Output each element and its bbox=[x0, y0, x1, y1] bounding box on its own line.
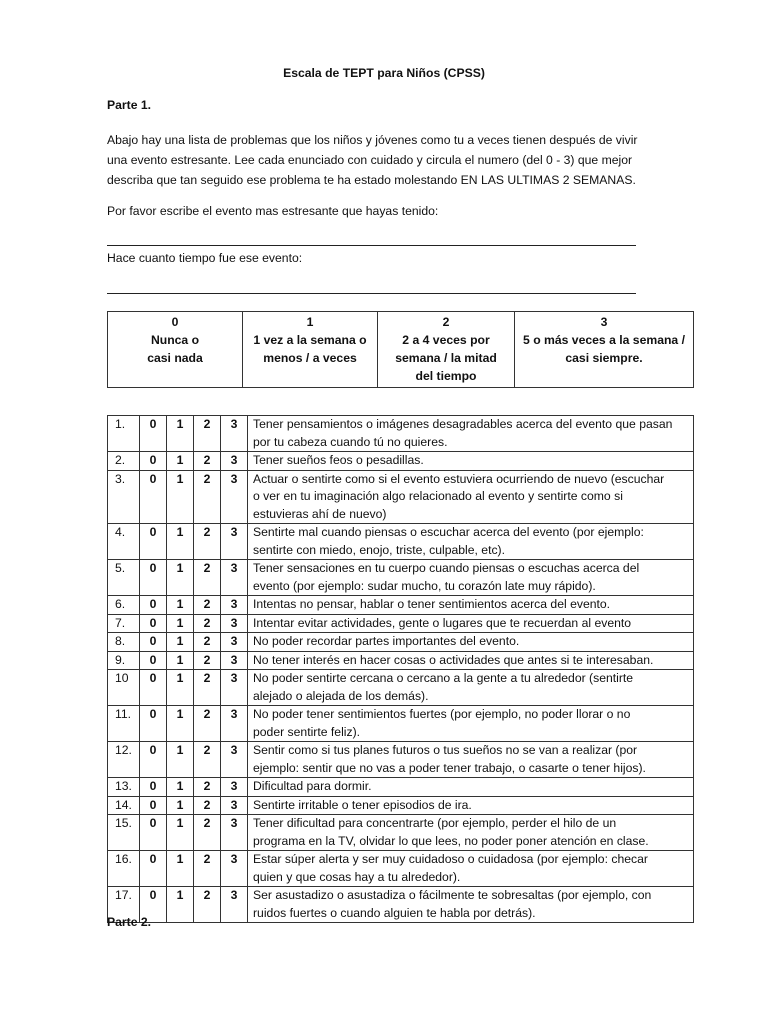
response-option-2[interactable]: 2 bbox=[194, 851, 221, 887]
response-option-3[interactable]: 3 bbox=[221, 796, 248, 815]
response-option-2[interactable]: 2 bbox=[194, 651, 221, 670]
response-option-2[interactable]: 2 bbox=[194, 815, 221, 851]
symptom-row bbox=[108, 796, 694, 815]
item-text-line: Sentirte mal cuando piensas o escuchar acerca del evento (por ejemplo: bbox=[253, 525, 644, 539]
response-option-0[interactable]: 0 bbox=[140, 560, 167, 596]
symptom-row bbox=[108, 633, 694, 652]
item-number: 13. bbox=[108, 778, 140, 797]
response-option-1[interactable]: 1 bbox=[167, 416, 194, 452]
symptom-row bbox=[108, 887, 694, 923]
response-option-0[interactable]: 0 bbox=[140, 887, 167, 923]
item-text-line: por tu cabeza cuando tú no quieres. bbox=[253, 434, 448, 449]
response-option-3[interactable]: 3 bbox=[221, 706, 248, 742]
item-text bbox=[248, 670, 694, 706]
item-text-line: poder sentirte feliz). bbox=[253, 724, 361, 739]
response-option-2[interactable]: 2 bbox=[194, 614, 221, 633]
intro-line: Abajo hay una lista de problemas que los niños y jóvenes como tu a veces tienen después de vivir bbox=[107, 133, 638, 147]
response-option-3[interactable]: 3 bbox=[221, 524, 248, 560]
response-option-2[interactable]: 2 bbox=[194, 470, 221, 524]
response-option-2[interactable]: 2 bbox=[194, 778, 221, 797]
item-text bbox=[248, 560, 694, 596]
scale-description-line: casi siempre. bbox=[565, 351, 643, 365]
response-option-1[interactable]: 1 bbox=[167, 706, 194, 742]
response-option-3[interactable]: 3 bbox=[221, 742, 248, 778]
part1-heading: Parte 1. bbox=[107, 98, 152, 112]
response-option-0[interactable]: 0 bbox=[140, 416, 167, 452]
response-option-1[interactable]: 1 bbox=[167, 851, 194, 887]
symptom-row bbox=[108, 614, 694, 633]
item-text-line: estuvieras ahí de nuevo) bbox=[253, 506, 387, 521]
response-option-1[interactable]: 1 bbox=[167, 614, 194, 633]
item-text bbox=[248, 633, 694, 652]
item-text-line: o ver en tu imaginación algo relacionado al evento y sentirte como si bbox=[253, 489, 623, 503]
response-option-3[interactable]: 3 bbox=[221, 670, 248, 706]
symptom-row bbox=[108, 416, 694, 452]
symptom-row bbox=[108, 742, 694, 778]
scale-description-line: Nunca o bbox=[150, 333, 200, 347]
item-number: 9. bbox=[108, 651, 140, 670]
response-option-3[interactable]: 3 bbox=[221, 887, 248, 923]
symptom-row bbox=[108, 560, 694, 596]
response-option-3[interactable]: 3 bbox=[221, 416, 248, 452]
intro-line: describa que tan seguido ese problema te ha estado molestando EN LAS ULTIMAS 2 SEMANAS. bbox=[107, 173, 636, 187]
item-number: 5. bbox=[108, 560, 140, 596]
symptom-row bbox=[108, 452, 694, 471]
item-text-line: Tener sueños feos o pesadillas. bbox=[253, 453, 424, 467]
scale-description-line: semana / la mitad bbox=[395, 351, 497, 365]
response-option-1[interactable]: 1 bbox=[167, 670, 194, 706]
item-text-line: Ser asustadizo o asustadiza o fácilmente te sobresaltas (por ejemplo, con bbox=[253, 888, 652, 902]
response-option-1[interactable]: 1 bbox=[167, 560, 194, 596]
item-text-line: No tener interés en hacer cosas o actividades que antes si te interesaban. bbox=[253, 652, 654, 667]
scale-description-line: menos / a veces bbox=[263, 351, 357, 365]
response-option-2[interactable]: 2 bbox=[194, 670, 221, 706]
item-text bbox=[248, 596, 694, 615]
item-text bbox=[248, 416, 694, 452]
response-option-2[interactable]: 2 bbox=[194, 560, 221, 596]
response-option-0[interactable]: 0 bbox=[140, 651, 167, 670]
item-text bbox=[248, 651, 694, 670]
response-option-1[interactable]: 1 bbox=[167, 596, 194, 615]
response-option-0[interactable]: 0 bbox=[140, 851, 167, 887]
response-option-0[interactable]: 0 bbox=[140, 452, 167, 471]
item-number: 15. bbox=[108, 815, 140, 851]
item-text-line: programa en la TV, olvidar lo que lees, no poder poner atención en clase. bbox=[253, 833, 649, 848]
item-text bbox=[248, 815, 694, 851]
symptoms-table-body bbox=[108, 416, 694, 923]
scale-description-line: 5 o más veces a la semana / bbox=[523, 333, 685, 347]
response-option-1[interactable]: 1 bbox=[167, 887, 194, 923]
item-number: 2. bbox=[108, 452, 140, 471]
response-option-3[interactable]: 3 bbox=[221, 452, 248, 471]
response-option-2[interactable]: 2 bbox=[194, 633, 221, 652]
event-prompt: Por favor escribe el evento mas estresante que hayas tenido: bbox=[107, 204, 439, 218]
scale-description-line: casi nada bbox=[147, 351, 203, 365]
response-option-1[interactable]: 1 bbox=[167, 524, 194, 560]
symptom-row bbox=[108, 470, 694, 524]
item-number: 7. bbox=[108, 614, 140, 633]
intro-paragraph bbox=[107, 130, 677, 190]
item-number: 14. bbox=[108, 796, 140, 815]
item-number: 11. bbox=[108, 706, 140, 742]
symptom-row bbox=[108, 596, 694, 615]
item-text-line: Actuar o sentirte como si el evento estuviera ocurriendo de nuevo (escuchar bbox=[253, 471, 665, 486]
intro-line: una evento estresante. Lee cada enunciado con cuidado y circula el numero (del 0 - 3) que mejor bbox=[107, 153, 633, 167]
item-text-line: Sentir como si tus planes futuros o tus sueños no se van a realizar (por bbox=[253, 743, 638, 757]
item-text-line: sentirte con miedo, enojo, triste, culpable, etc). bbox=[253, 542, 506, 557]
symptom-row bbox=[108, 706, 694, 742]
item-text bbox=[248, 742, 694, 778]
item-text-line: evento (por ejemplo: sudar mucho, tu corazón late muy rápido). bbox=[253, 578, 596, 593]
response-option-0[interactable]: 0 bbox=[140, 614, 167, 633]
symptom-row bbox=[108, 815, 694, 851]
symptom-row bbox=[108, 670, 694, 706]
symptoms-table bbox=[107, 415, 694, 923]
response-option-0[interactable]: 0 bbox=[140, 670, 167, 706]
scale-row bbox=[108, 312, 694, 388]
item-number: 8. bbox=[108, 633, 140, 652]
item-text-line: Dificultad para dormir. bbox=[253, 779, 372, 793]
response-option-0[interactable]: 0 bbox=[140, 633, 167, 652]
scale-value: 2 bbox=[442, 315, 450, 329]
symptom-row bbox=[108, 851, 694, 887]
page-title: Escala de TEPT para Niños (CPSS) bbox=[283, 66, 485, 80]
response-option-1[interactable]: 1 bbox=[167, 452, 194, 471]
scale-cell-0 bbox=[108, 312, 243, 388]
frequency-scale-table bbox=[107, 311, 694, 388]
response-option-1[interactable]: 1 bbox=[167, 470, 194, 524]
time-answer-line[interactable] bbox=[107, 293, 636, 294]
response-option-0[interactable]: 0 bbox=[140, 742, 167, 778]
item-text-line: Intentas no pensar, hablar o tener sentimientos acerca del evento. bbox=[253, 597, 611, 611]
item-number: 10 bbox=[108, 670, 140, 706]
response-option-2[interactable]: 2 bbox=[194, 452, 221, 471]
response-option-2[interactable]: 2 bbox=[194, 524, 221, 560]
response-option-1[interactable]: 1 bbox=[167, 742, 194, 778]
response-option-3[interactable]: 3 bbox=[221, 778, 248, 797]
item-text bbox=[248, 452, 694, 471]
response-option-0[interactable]: 0 bbox=[140, 815, 167, 851]
scale-cell-3 bbox=[515, 312, 694, 388]
response-option-3[interactable]: 3 bbox=[221, 651, 248, 670]
response-option-3[interactable]: 3 bbox=[221, 815, 248, 851]
response-option-2[interactable]: 2 bbox=[194, 416, 221, 452]
scale-value: 0 bbox=[171, 315, 179, 329]
response-option-0[interactable]: 0 bbox=[140, 796, 167, 815]
scale-cell-1 bbox=[243, 312, 378, 388]
item-number: 6. bbox=[108, 596, 140, 615]
item-text bbox=[248, 851, 694, 887]
item-text-line: No poder tener sentimientos fuertes (por ejemplo, no poder llorar o no bbox=[253, 707, 631, 721]
item-number: 1. bbox=[108, 416, 140, 452]
part2-heading: Parte 2. bbox=[107, 915, 152, 929]
item-text bbox=[248, 887, 694, 923]
response-option-3[interactable]: 3 bbox=[221, 560, 248, 596]
item-text-line: Estar súper alerta y ser muy cuidadoso o cuidadosa (por ejemplo: checar bbox=[253, 852, 648, 866]
item-number: 12. bbox=[108, 742, 140, 778]
item-text-line: Tener dificultad para concentrarte (por ejemplo, perder el hilo de un bbox=[253, 816, 617, 830]
response-option-0[interactable]: 0 bbox=[140, 524, 167, 560]
scale-value: 1 bbox=[306, 315, 314, 329]
item-number: 17. bbox=[108, 887, 140, 923]
item-text bbox=[248, 524, 694, 560]
response-option-1[interactable]: 1 bbox=[167, 651, 194, 670]
response-option-2[interactable]: 2 bbox=[194, 742, 221, 778]
scale-cell-2 bbox=[378, 312, 515, 388]
event-answer-line[interactable] bbox=[107, 245, 636, 246]
response-option-2[interactable]: 2 bbox=[194, 706, 221, 742]
item-text-line: ruidos fuertes o cuando alguien te habla por detrás). bbox=[253, 905, 536, 920]
item-text bbox=[248, 706, 694, 742]
response-option-1[interactable]: 1 bbox=[167, 778, 194, 797]
item-number: 3. bbox=[108, 470, 140, 524]
item-text bbox=[248, 470, 694, 524]
item-text-line: No poder recordar partes importantes del evento. bbox=[253, 634, 520, 648]
response-option-3[interactable]: 3 bbox=[221, 470, 248, 524]
response-option-2[interactable]: 2 bbox=[194, 596, 221, 615]
scale-description-line: 2 a 4 veces por bbox=[402, 333, 490, 347]
time-prompt: Hace cuanto tiempo fue ese evento: bbox=[107, 251, 303, 265]
item-text-line: No poder sentirte cercana o cercano a la gente a tu alrededor (sentirte bbox=[253, 671, 634, 685]
response-option-3[interactable]: 3 bbox=[221, 596, 248, 615]
response-option-1[interactable]: 1 bbox=[167, 796, 194, 815]
item-text-line: quien y que cosas hay a tu alrededor). bbox=[253, 869, 461, 884]
response-option-2[interactable]: 2 bbox=[194, 887, 221, 923]
item-text-line: Intentar evitar actividades, gente o lugares que te recuerdan al evento bbox=[253, 615, 632, 630]
scale-description-line: 1 vez a la semana o bbox=[253, 333, 367, 347]
response-option-1[interactable]: 1 bbox=[167, 633, 194, 652]
item-number: 16. bbox=[108, 851, 140, 887]
response-option-3[interactable]: 3 bbox=[221, 614, 248, 633]
response-option-0[interactable]: 0 bbox=[140, 596, 167, 615]
response-option-3[interactable]: 3 bbox=[221, 851, 248, 887]
symptom-row bbox=[108, 778, 694, 797]
response-option-0[interactable]: 0 bbox=[140, 778, 167, 797]
item-number: 4. bbox=[108, 524, 140, 560]
response-option-0[interactable]: 0 bbox=[140, 470, 167, 524]
response-option-0[interactable]: 0 bbox=[140, 706, 167, 742]
item-text bbox=[248, 614, 694, 633]
scale-value: 3 bbox=[600, 315, 608, 329]
scale-description-line: del tiempo bbox=[415, 369, 477, 383]
item-text-line: Tener pensamientos o imágenes desagradables acerca del evento que pasan bbox=[253, 417, 673, 431]
item-text-line: Tener sensaciones en tu cuerpo cuando piensas o escuchas acerca del bbox=[253, 561, 640, 575]
item-text-line: alejado o alejada de los demás). bbox=[253, 688, 429, 703]
item-text bbox=[248, 778, 694, 797]
response-option-2[interactable]: 2 bbox=[194, 796, 221, 815]
item-text bbox=[248, 796, 694, 815]
item-text-line: Sentirte irritable o tener episodios de ira. bbox=[253, 797, 472, 812]
response-option-3[interactable]: 3 bbox=[221, 633, 248, 652]
symptom-row bbox=[108, 651, 694, 670]
response-option-1[interactable]: 1 bbox=[167, 815, 194, 851]
item-text-line: ejemplo: sentir que no vas a poder tener trabajo, o casarte o tener hijos). bbox=[253, 760, 646, 775]
symptom-row bbox=[108, 524, 694, 560]
